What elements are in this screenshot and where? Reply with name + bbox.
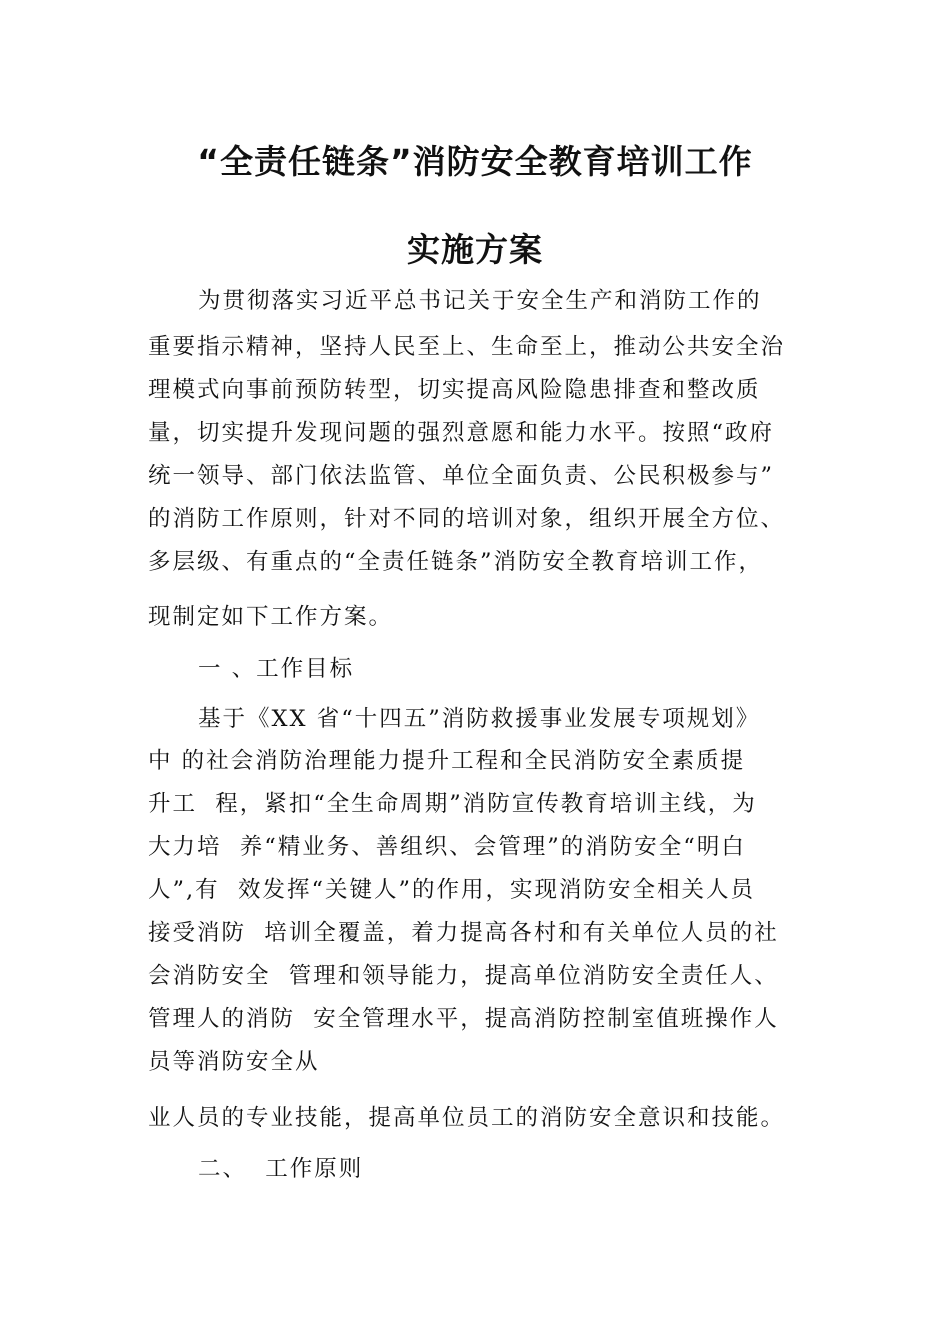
paragraph-1-line-3: 理模式向事前预防转型，切实提高风险隐患排查和整改质 [148,377,761,403]
paragraph-2-line-6: 接受消防 培训全覆盖，着力提高各村和有关单位人员的社 [148,920,779,946]
section-heading-1: 一 、工作目标 [198,656,355,682]
paragraph-2-line-5: 人”,有 效发挥“关键人”的作用，实现消防安全相关人员 [148,877,755,903]
section-heading-2: 二、 工作原则 [198,1156,364,1182]
paragraph-2-line-3: 升工 程，紧扣“全生命周期”消防宣传教育培训主线，为 [148,791,757,817]
paragraph-1-line-6: 的消防工作原则，针对不同的培训对象，组织开展全方位、 [148,506,786,532]
paragraph-2-line-9: 员等消防安全从 [148,1049,320,1075]
paragraph-2-line-8: 管理人的消防 安全管理水平，提高消防控制室值班操作人 [148,1006,779,1032]
paragraph-1-line-4: 量，切实提升发现问题的强烈意愿和能力水平。按照“政府 [148,420,775,446]
paragraph-1-line-7: 多层级、有重点的“全责任链条”消防安全教育培训工作， [148,549,764,575]
document-title-line-2: 实施方案 [407,230,543,269]
document-title-line-1: “全责任链条”消防安全教育培训工作 [197,142,753,181]
paragraph-1-line-2: 重要指示精神，坚持人民至上、生命至上，推动公共安全治 [148,334,786,360]
paragraph-2-line-2: 中 的社会消防治理能力提升工程和全民消防安全素质提 [148,748,746,774]
paragraph-2-line-7: 会消防安全 管理和领导能力，提高单位消防安全责任人、 [148,963,779,989]
paragraph-1-line-1: 为贯彻落实习近平总书记关于安全生产和消防工作的 [198,288,762,314]
paragraph-2-line-4: 大力培 养“精业务、善组织、会管理”的消防安全“明白 [148,834,746,860]
paragraph-2-line-1: 基于《XX 省“十四五”消防救援事业发展专项规划》 [198,706,761,732]
paragraph-2-line-10: 业人员的专业技能，提高单位员工的消防安全意识和技能。 [148,1105,786,1131]
paragraph-1-line-5: 统一领导、部门依法监管、单位全面负责、公民积极参与” [148,463,775,489]
paragraph-1-line-8: 现制定如下工作方案。 [148,604,394,630]
